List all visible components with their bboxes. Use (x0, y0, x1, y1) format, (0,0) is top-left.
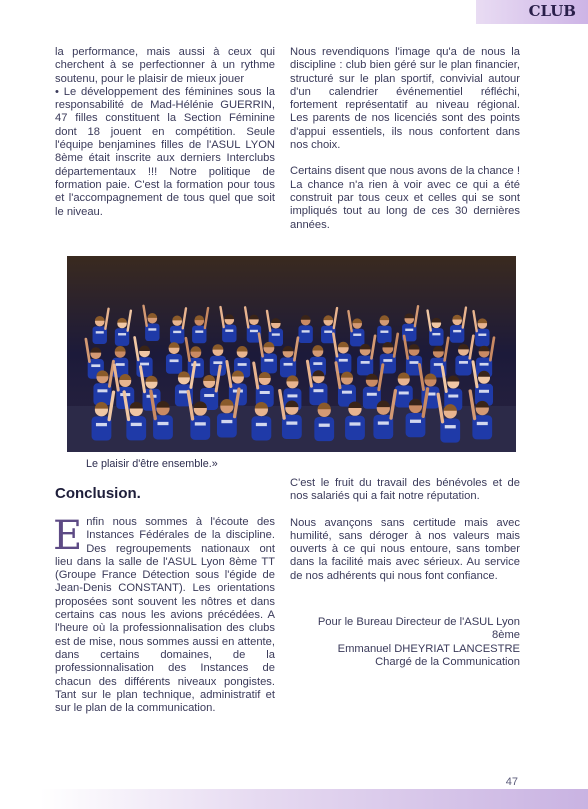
photo-caption: Le plaisir d'être ensemble.» (86, 458, 218, 470)
jersey-logo (204, 394, 214, 397)
jersey-logo (410, 420, 421, 423)
right-column-top (290, 46, 520, 232)
conclusion-heading: Conclusion. (55, 485, 141, 502)
jersey-logo (432, 333, 440, 335)
jersey-logo (353, 334, 361, 336)
jersey-logo (445, 425, 456, 428)
signature-line: Pour le Bureau Directeur de l'ASUL Lyon (317, 616, 520, 628)
jersey-logo (349, 422, 360, 425)
jersey-logo (195, 422, 206, 425)
jersey-logo (97, 389, 107, 392)
jersey-logo (256, 423, 267, 426)
section-title: CLUB (528, 2, 576, 20)
signature-line: Chargé de la Communication (375, 655, 520, 668)
jersey-logo (313, 362, 322, 365)
jersey-logo (287, 394, 297, 397)
jersey-logo (284, 363, 293, 366)
jersey-logo (383, 359, 392, 362)
jersey-logo (96, 331, 104, 333)
footer-band (40, 789, 588, 809)
section-tab (476, 0, 588, 24)
signature-block (290, 616, 520, 669)
jersey-logo (361, 361, 370, 364)
paragraph: Nous revendiquons l'image qu'a de nous la discipline : club bien géré sur le plan financier, structuré sur le plan sportif, convivial autour d'un calendrier événementiel réfléchi, fortement représentatif au niveau régional. Les parents de nos licenciés sont des points d'appui essentiels, ils nous confortent dans nos choix. (290, 46, 520, 152)
jersey-logo (453, 330, 461, 332)
page-number: 47 (505, 776, 518, 788)
jersey-logo (339, 359, 348, 362)
jersey-logo (367, 393, 377, 396)
jersey-logo (116, 363, 125, 366)
conclusion-text (53, 513, 275, 715)
jersey-logo (479, 390, 489, 393)
jersey-logo (405, 329, 413, 331)
paragraph: la performance, mais aussi à ceux qui cherchent à se perfectionner à un rythme soutenu, pour le plaisir de mieux jouer (55, 46, 275, 85)
jersey-logo (478, 334, 486, 336)
paragraph: Certains disent que nous avons de la chance ! La chance n'a rien à voir avec ce qui a été construit par tous ceux et celles qui se sont impliqués tout au long de ces 30 dernières années. (290, 165, 520, 231)
jersey-logo (238, 363, 247, 366)
player-jersey (314, 417, 334, 441)
right-column-bottom (290, 477, 520, 583)
jersey-logo (302, 330, 310, 332)
drop-cap: E (53, 513, 83, 559)
jersey-logo (148, 328, 156, 330)
jersey-logo (459, 361, 468, 364)
jersey-logo (378, 421, 389, 424)
jersey-logo (250, 330, 258, 332)
paragraph: C'est le fruit du travail des bénévoles et de nos salariés qui a fait notre réputation. (290, 477, 520, 503)
paragraph: nfin nous sommes à l'écoute des Instances Fédérales de la discipline. Des regroupements nationaux ont lieu dans la salle de l'ASUL Lyon 8ème TT (Groupe France Détection sous l'égide de Jean-Denis CONSTANT). Les orientations proposées sont souvent les nôtres et dans certains cas nous les avions précédées. A l'heure où la professionnalisation des clubs est de mise, nous sommes aussi en attente, dans certains domaines, de la professionnalisation des Instances de chacun des différents niveaux pongistes. Tant sur le plan technique, administratif et sur le plan de la communication. (55, 516, 275, 715)
jersey-logo (480, 363, 489, 366)
signature-line: 8ème (492, 629, 520, 642)
jersey-logo (91, 364, 100, 367)
jersey-logo (264, 359, 273, 362)
paragraph: Nous avançons sans certitude mais avec humilité, sans déroger à nos valeurs mais ouverts à ce qui nous entoure, sans tomber dans la facilité mais avec sérieux. Au service de nos adhérents qui nous font confiance. (290, 516, 520, 582)
jersey-logo (157, 422, 168, 425)
team-photo-illustration (67, 256, 516, 452)
jersey-logo (140, 363, 149, 366)
jersey-logo (448, 395, 458, 398)
jersey-logo (272, 333, 280, 335)
jersey-logo (225, 329, 233, 331)
paragraph: • Le développement des féminines sous la responsabilité de Mad-Hélénie GUERRIN, 47 filles constituent la Section Féminine dont 18 jouent en compétition. Seule l'équipe benjamines filles de l'ASUL LYON 8ème était inscrite aux derniers Interclubs départementaux !!! Notre politique de formation paie. C'est la formation pour tous et l'accompagnement de tous quel que soit le niveau. (55, 85, 275, 218)
jersey-logo (213, 361, 222, 364)
jersey-logo (118, 333, 126, 335)
jersey-logo (96, 423, 107, 426)
jersey-logo (195, 330, 203, 332)
jersey-logo (319, 424, 330, 427)
player-jersey (377, 326, 391, 344)
player-jersey (345, 416, 365, 440)
jersey-logo (131, 423, 142, 426)
jersey-logo (221, 420, 232, 423)
jersey-logo (477, 422, 488, 425)
player-jersey (298, 325, 312, 343)
jersey-logo (410, 361, 419, 364)
player-jersey (251, 416, 271, 440)
jersey-logo (170, 359, 179, 362)
jersey-logo (173, 331, 181, 333)
jersey-logo (286, 421, 297, 424)
jersey-logo (324, 331, 332, 333)
jersey-logo (260, 391, 270, 394)
jersey-logo (380, 331, 388, 333)
jersey-logo (399, 391, 409, 394)
player-jersey (166, 354, 182, 374)
team-photo (67, 256, 516, 452)
jersey-logo (342, 391, 352, 394)
jersey-logo (313, 389, 323, 392)
signature-line: Emmanuel DHEYRIAT LANCESTRE (337, 642, 520, 655)
left-column-top (55, 46, 275, 219)
